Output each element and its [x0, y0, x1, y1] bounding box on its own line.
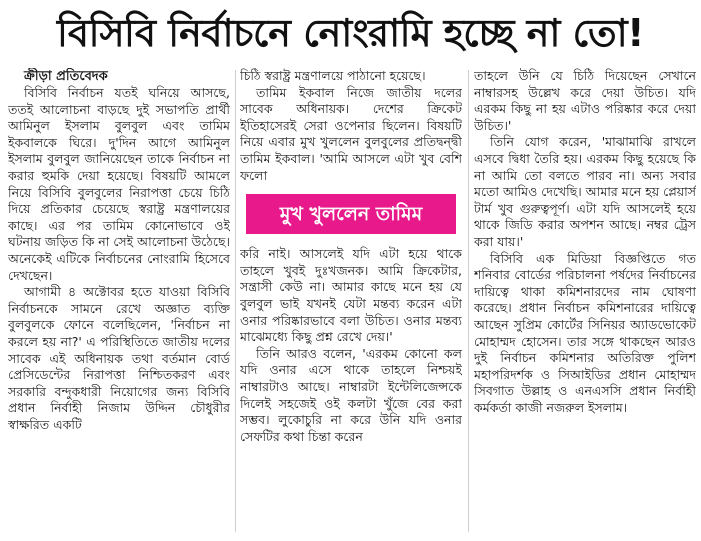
column-divider-1 — [235, 70, 236, 532]
article-paragraph: চিঠি স্বরাষ্ট্র মন্ত্রণালয়ে পাঠানো হয়েছে। — [240, 68, 426, 83]
article-paragraph: তিনি আরও বলেন, 'এরকম কোনো কল যদি ওনার এসে থাকে তাহলে নিশ্চয়ই নাম্বারটাও আছে। নাম্বারটা ইন্টেলিজেন্সকে দিলেই সহজেই ওই কলটা খুঁজে বের করা সম্ভব। লুকোচুরি না করে উনি যদি ওনার সেফটির কথা চিন্তা করেন — [240, 345, 462, 444]
column-divider-2 — [468, 70, 469, 532]
article-column-3 — [474, 68, 696, 538]
article-paragraph: তিনি যোগ করেন, 'মাঝামাঝি রাখলে এসবে দ্বিধা তৈরি হয়। এরকম কিছু হয়েছে কি না আমি তো বলতে পারব না। অন্য সবার মতো আমিও দেখেছি। আমার মনে হয় প্লেয়ার্স টার্ম খুব গুরুত্বপূর্ণ। এটা যদি আসলেই হয়ে থাকে জিডি করার অপশন আছে। নম্বর ট্রেস করা যায়।' — [474, 134, 696, 249]
byline: ক্রীড়া প্রতিবেদক — [24, 69, 108, 84]
article-paragraph: করি নাই। আসলেই যদি এটা হয়ে থাকে তাহলে খুবই দুঃখজনক। আমি ক্রিকেটার, সন্ত্রাসী কেউ না। আমার কাছে মনে হয় যে বুলবুল ভাই যখনই যেটা মন্তব্য করেন এটা ওনার পরিষ্কারভাবে বলা উচিত। ওনার মন্তব্য মাঝেমধ্যে কিছু প্রশ্ন রেখে দেয়।' — [240, 246, 462, 345]
article-paragraph: বিসিবি নির্বাচন যতই ঘনিয়ে আসছে, ততই আলোচনা বাড়ছে দুই সভাপতি প্রার্থী আমিনুল ইসলাম বুলবুল এবং তামিম ইকবালকে ঘিরে। দু'দিন আগে আমিনুল ইসলাম বুলবুল জানিয়েছেন তাকে নির্বাচন না করার হুমকি দেয়া হয়েছে। বিষয়টি আমলে নিয়ে বিসিবি বুলবুলের নিরাপত্তা চেয়ে চিঠি দিয়ে প্রতিকার চেয়েছে স্বরাষ্ট্র মন্ত্রণালয়ের কাছে। এর পর তামিম কোনোভাবে ওই ঘটনায় জড়িত কি না সেই আলোচনা উঠেছে। অনেকেই এটিকে নির্বাচনের নোংরামি হিসেবে দেখছেন। — [8, 85, 230, 283]
article-column-2 — [240, 68, 462, 538]
article-column-1 — [8, 68, 230, 538]
article-paragraph: বিসিবি এক মিডিয়া বিজ্ঞপ্তিতে গত শনিবার বোর্ডের পরিচালনা পর্ষদের নির্বাচনের দায়িত্বে থাকা কমিশনারদের নাম ঘোষণা করেছে। প্রধান নির্বাচন কমিশনারের দায়িত্বে আছেন সুপ্রিম কোর্টের সিনিয়র অ্যাডভোকেট মোহাম্মদ হোসেন। তার সঙ্গে থাকছেন আরও দুই নির্বাচন কমিশনার অতিরিক্ত পুলিশ মহাপরিদর্শক ও সিআইডির প্রধান মোহাম্মদ সিবগাত উল্লাহ ও এনএসসি প্রধান নির্বাহী কর্মকর্তা কাজী নজরুল ইসলাম। — [474, 250, 696, 415]
article-paragraph: আগামী ৪ অক্টোবর হতে যাওয়া বিসিবি নির্বাচনকে সামনে রেখে অজ্ঞাত ব্যক্তি বুলবুলকে ফোনে বলেছিলেন, 'নির্বাচন না করলে হয় না?' এ পরিস্থিতিতে জাতীয় দলের সাবেক এই অধিনায়ক তথা বর্তমান বোর্ড প্রেসিডেন্টের নিরাপত্তা নিশ্চিতকরণ এবং সরকারি বন্দুকধারী নিয়োগের জন্য বিসিবি প্রধান নির্বাহী নিজাম উদ্দিন চৌধুরীর স্বাক্ষরিত একটি — [8, 284, 230, 432]
headline: বিসিবি নির্বাচনে নোংরামি হচ্ছে না তো! — [57, 11, 644, 55]
pull-quote: মুখ খুললেন তামিম — [246, 194, 456, 234]
article-paragraph: তামিম ইকবাল নিজে জাতীয় দলের সাবেক অধিনায়ক। দেশের ক্রিকেট ইতিহাসেরই সেরা ওপেনার ছিলেন। বিষয়টি নিয়ে এবার মুখ খুললেন বুলবুলের প্রতিদ্বন্দ্বী তামিম ইকবাল। 'আমি আসলে এটা খুব বেশি ফলো — [240, 84, 462, 183]
article-paragraph: তাহলে উনি যে চিঠি দিয়েছেন সেখানে নাম্বারসহ উল্লেখ করে দেয়া উচিত। যদি এরকম কিছু না হয় এটাও পরিষ্কার করে দেয়া উচিত।' — [474, 68, 696, 133]
